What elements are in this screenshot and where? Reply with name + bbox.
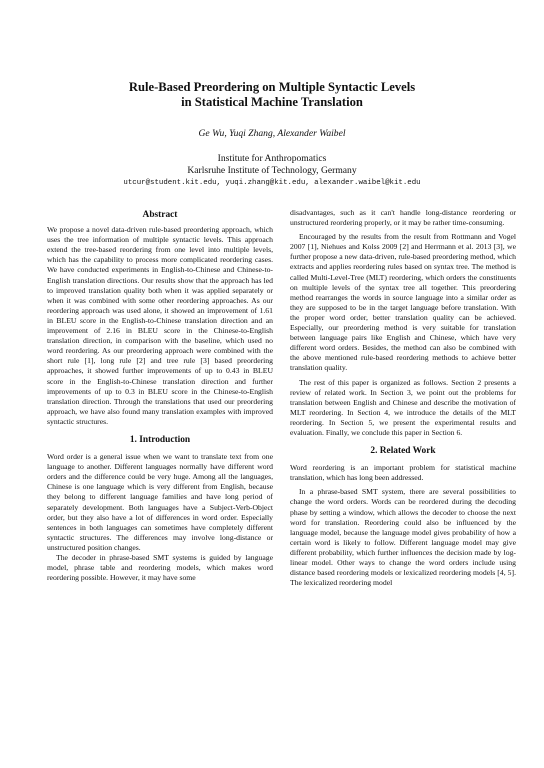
intro-paragraph-5: The rest of this paper is organized as follows. Section 2 presents a review of related work. In Section 3, we point out the problems for translation between English and Chinese and describe the motivation of MLT reordering. In Section 4, we introduce the details of the MLT reordering. In Section 5, we present the experimental results and evaluation. Finally, we conclude this paper in Section 6.	[290, 377, 516, 437]
related-paragraph-1: Word reordering is an important problem for statistical machine translation, which has long been addressed.	[290, 463, 516, 483]
affiliation	[40, 153, 504, 177]
intro-paragraph-1: Word order is a general issue when we want to translate text from one language to another. Different languages normally have different word orders and the difference could be very huge. Among all the languages, Chinese is one language which is very different from English, because they belong to different language families and have long period of separately development. Both languages have a Subject-Verb-Object order, but they also have a lot of differences in word order. Especially sentences in both languages can sometimes have completely different syntactic structures. The differences may involve long-distance or unstructured position changes.	[47, 452, 273, 552]
affiliation-line-2: Karlsruhe Institute of Technology, Germany	[187, 165, 357, 176]
paper-title	[40, 80, 504, 110]
author-list: Ge Wu, Yuqi Zhang, Alexander Waibel	[198, 128, 346, 139]
introduction-heading: 1. Introduction	[129, 434, 191, 445]
intro-paragraph-4: Encouraged by the results from the result from Rottmann and Vogel 2007 [1], Niehues and Kolss 2009 [2] and Herrmann et al. 2013 [3], we further propose a new data-driven, rule-based preordering method, which extracts and applies reordering rules based on syntax tree. The method is called Multi-Level-Tree (MLT) reordering, which orders the constituents on multiple levels of the syntax tree all together. This preordering method rearranges the words in source language into a similar order as they are supposed to be in the target language before translation. With the proper word order, better translation quality can be achieved. Especially, our preordering method is very suitable for translation between language pairs like English and Chinese, which have very different word orders. Besides, the method can also be combined with the above mentioned rule-based reordering methods to achieve better translation quality.	[290, 232, 516, 373]
intro-paragraph-2: The decoder in phrase-based SMT systems is guided by language model, phrase table and reordering models, which makes word reordering possible. However, it may have some	[47, 553, 273, 583]
abstract-text: We propose a novel data-driven rule-based preordering approach, which uses the tree information of multiple syntactic levels. This approach extend the tree-based reordering from one level into multiple levels, which has the capability to process more complicated reordering cases. We have conducted experiments in English-to-Chinese and Chinese-to-English translation directions. Our results show that the approach has led to improved translation quality both when it was applied separately or when it was combined with some other reordering approaches. As our reordering approach was used alone, it showed an improvement of 1.61 in BLEU score in the English-to-Chinese translation direction and an improvement of 2.16 in BLEU score in the Chinese-to-English translation direction, in comparison with the baseline, which used no word reordering. As our preordering approach were combined with the short rule [1], long rule [2] and tree rule [3] based preordering approaches, it showed further improvements of up to 0.43 in BLEU score in the English-to-Chinese translation direction and further improvements of up to 0.3 in BLEU score in the Chinese-to-English translation direction. Through the translations that used our preordering approach, we have also found many translation examples with improved syntactic structures.	[47, 225, 273, 426]
title-line-2: in Statistical Machine Translation	[181, 95, 363, 109]
author-emails: utcur@student.kit.edu, yuqi.zhang@kit.edu, alexander.waibel@kit.edu	[123, 179, 421, 187]
related-work-heading: 2. Related Work	[370, 446, 436, 457]
affiliation-line-1: Institute for Anthropomatics	[217, 153, 327, 164]
left-column	[47, 208, 273, 583]
title-line-1: Rule-Based Preordering on Multiple Syntactic Levels	[128, 80, 416, 94]
abstract-heading: Abstract	[142, 210, 178, 220]
intro-paragraph-3: disadvantages, such as it can't handle long-distance reordering or unstructured reordering properly, or it may be rather time-consuming.	[290, 208, 516, 228]
right-column	[290, 208, 516, 588]
related-paragraph-2: In a phrase-based SMT system, there are several possibilities to change the word orders. Words can be reordered during the decoding phase by setting a window, which allows the decoder to choose the next word for translation. Reordering could also be influenced by the language model, because the language model gives probability of how a certain word is likely to follow. Different language model may give different probability, which further influences the decision made by log-linear model. Other ways to change the word orders include using distance based reordering models or lexicalized reordering models [4, 5]. The lexicalized reordering model	[290, 487, 516, 588]
